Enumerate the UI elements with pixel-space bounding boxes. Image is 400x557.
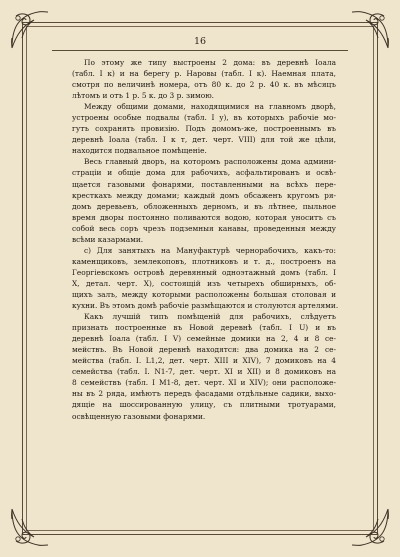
- text-line: всѣми казармами.: [72, 234, 144, 244]
- body-text: [60, 57, 339, 422]
- text-line: собой весь соръ чрезъ подземныя канавы, проведенныя между: [72, 223, 336, 233]
- text-line: смотря по величинѣ номера, отъ 80 к. до 2 р. 40 к. въ мѣсяцъ: [72, 80, 336, 90]
- text-line: c) Для занятыхъ на Мануфактурѣ чернорабочихъ, какъ-то:: [84, 245, 336, 255]
- text-line: Георгіевскомъ островѣ деревянный одноэтажный домъ (табл. I: [72, 267, 336, 277]
- text-line: 8 семействъ (табл. I M1-8, дет. черт. XI и XIV); они расположе-: [72, 378, 336, 388]
- text-line: дящіе на шоссированную улицу, съ плитными тротуарами,: [72, 400, 336, 410]
- text-line: гутъ сохранять провизію. Подъ домомъ-же, построеннымъ въ: [72, 124, 336, 134]
- text-line: время дворы постоянно поливаются водою, которая уноситъ съ: [72, 212, 336, 222]
- text-line: щихъ залъ, между которыми расположены большая столовая и: [72, 289, 336, 299]
- header-rule: [52, 50, 348, 51]
- text-line: освѣщенную газовыми фонарями.: [72, 411, 206, 421]
- text-line: семейства (табл. I. N1-7, дет. черт. XI и XII) и 8 домиковъ на: [72, 367, 336, 377]
- text-line: X, детал. черт. X), состоящій изъ четырехъ обширныхъ, об-: [72, 278, 336, 288]
- text-line: По этому же типу выстроены 2 дома: въ деревнѣ Іоала: [84, 58, 336, 67]
- text-line: (табл. I к) и на берегу р. Наровы (табл. I к). Наемная плата,: [72, 69, 336, 79]
- paragraph: [60, 57, 336, 101]
- text-line: домъ деревьевъ, обложенныхъ дерномъ, и въ лѣтнее, пыльное: [72, 201, 336, 211]
- text-line: каменщиковъ, землекоповъ, плотниковъ и т. д., построенъ на: [72, 256, 336, 266]
- corner-ornament-icon: [348, 505, 392, 549]
- text-line: деревнѣ Іоала (табл. I V) семейные домики на 2, 4 и 8 се-: [72, 334, 336, 344]
- text-line: деревнѣ Іоала (табл. I к т, дет. черт. VIII) для той же цѣли,: [72, 135, 336, 145]
- page-number: 16: [193, 36, 207, 47]
- corner-ornament-icon: [8, 505, 52, 549]
- text-line: Весь главный дворъ, на которомъ расположены дома админи-: [84, 157, 336, 167]
- paragraph: [60, 156, 336, 244]
- text-line: щается газовыми фонарями, поставленными на всѣхъ пере-: [72, 179, 336, 189]
- text-line: кухни. Въ этомъ домѣ рабочіе размѣщаются и столуются артелями.: [72, 301, 339, 311]
- text-line: мейства (табл. I. L1,2, дет. черт. XIII и XIV), 7 домиковъ на 4: [72, 356, 336, 366]
- text-line: ны въ 2 ряда, имѣютъ передъ фасадами отдѣльные садики, выхо-: [72, 389, 336, 399]
- paragraph: [60, 245, 339, 311]
- text-line: Между общими домами, находящимися на главномъ дворѣ,: [84, 102, 336, 112]
- text-line: Какъ лучшій типъ помѣщеній для рабочихъ, слѣдуетъ: [84, 312, 336, 322]
- paragraph: [60, 311, 336, 421]
- text-line: кресткахъ между домами; каждый домъ обсаженъ кругомъ ря-: [72, 190, 336, 200]
- text-line: лѣтомъ и отъ 1 р. 5 к. до 3 р. зимою.: [72, 91, 214, 101]
- text-line: мействъ. Въ Новой деревнѣ находятся: два домика на 2 се-: [72, 345, 336, 355]
- text-line: находится подвальное помѣщеніе.: [72, 146, 207, 156]
- text-line: устроены особые подвалы (табл. I у), въ которыхъ рабочіе мо-: [72, 113, 336, 123]
- text-line: страціи и общіе дома для рабочихъ, асфальтированъ и освѣ-: [72, 168, 336, 178]
- text-line: признать построенные въ Новой деревнѣ (табл. I U) и въ: [72, 323, 336, 333]
- paragraph: [60, 101, 336, 156]
